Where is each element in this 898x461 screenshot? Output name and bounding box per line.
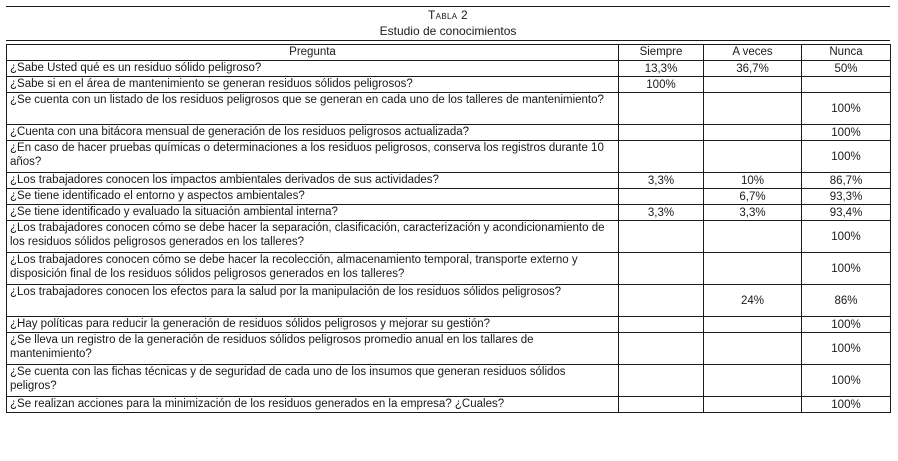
table-row xyxy=(7,285,891,317)
siempre-cell xyxy=(619,253,704,285)
question-cell: ¿Cuenta con una bitácora mensual de generación de los residuos peligrosos actualizada? xyxy=(7,125,619,141)
a-veces-cell: 3,3% xyxy=(704,205,802,221)
nunca-cell: 100% xyxy=(802,93,891,125)
siempre-cell xyxy=(619,397,704,413)
table-row xyxy=(7,93,891,125)
question-cell: ¿Se cuenta con las fichas técnicas y de seguridad de cada uno de los insumos que generan residuos sólidos peligros? xyxy=(7,365,619,397)
nunca-cell: 100% xyxy=(802,365,891,397)
nunca-cell: 100% xyxy=(802,397,891,413)
siempre-cell: 100% xyxy=(619,77,704,93)
question-cell: ¿Se realizan acciones para la minimización de los residuos generados en la empresa? ¿Cuales? xyxy=(7,397,619,413)
question-cell: ¿Los trabajadores conocen los efectos para la salud por la manipulación de los residuos sólidos peligrosos? xyxy=(7,285,619,317)
nunca-cell: 100% xyxy=(802,253,891,285)
table-row xyxy=(7,317,891,333)
a-veces-cell xyxy=(704,397,802,413)
header-a-veces: A veces xyxy=(704,45,802,61)
header-nunca: Nunca xyxy=(802,45,891,61)
nunca-cell xyxy=(802,77,891,93)
question-cell: ¿En caso de hacer pruebas químicas o determinaciones a los residuos peligrosos, conserva los registros durante 10 años? xyxy=(7,141,619,173)
question-cell: ¿Sabe si en el área de mantenimiento se generan residuos sólidos peligrosos? xyxy=(7,77,619,93)
nunca-cell: 100% xyxy=(802,317,891,333)
table-row xyxy=(7,221,891,253)
siempre-cell xyxy=(619,317,704,333)
a-veces-cell xyxy=(704,141,802,173)
table-row xyxy=(7,365,891,397)
table-row xyxy=(7,173,891,189)
siempre-cell xyxy=(619,125,704,141)
a-veces-cell xyxy=(704,93,802,125)
nunca-cell: 100% xyxy=(802,333,891,365)
siempre-cell xyxy=(619,221,704,253)
top-rule xyxy=(6,6,890,7)
question-cell: ¿Hay políticas para reducir la generación de residuos sólidos peligrosos y mejorar su gestión? xyxy=(7,317,619,333)
siempre-cell xyxy=(619,333,704,365)
table-label: Tabla 2 xyxy=(428,8,468,22)
table-row xyxy=(7,125,891,141)
a-veces-cell xyxy=(704,253,802,285)
a-veces-cell xyxy=(704,125,802,141)
nunca-cell: 100% xyxy=(802,141,891,173)
question-cell: ¿Los trabajadores conocen cómo se debe hacer la recolección, almacenamiento temporal, transporte externo y disposición final de los residuos sólidos peligrosos generados en los talleres? xyxy=(7,253,619,285)
table-row xyxy=(7,77,891,93)
a-veces-cell: 24% xyxy=(704,285,802,317)
a-veces-cell: 6,7% xyxy=(704,189,802,205)
question-cell: ¿Se cuenta con un listado de los residuos peligrosos que se generan en cada uno de los talleres de mantenimiento? xyxy=(7,93,619,125)
table-row xyxy=(7,253,891,285)
knowledge-study-table xyxy=(6,44,891,413)
nunca-cell: 86% xyxy=(802,285,891,317)
header-pregunta: Pregunta xyxy=(7,45,619,61)
question-cell: ¿Se tiene identificado el entorno y aspectos ambientales? xyxy=(7,189,619,205)
nunca-cell: 100% xyxy=(802,221,891,253)
siempre-cell xyxy=(619,93,704,125)
siempre-cell xyxy=(619,189,704,205)
siempre-cell: 13,3% xyxy=(619,61,704,77)
siempre-cell xyxy=(619,365,704,397)
nunca-cell: 100% xyxy=(802,125,891,141)
question-cell: ¿Los trabajadores conocen cómo se debe hacer la separación, clasificación, caracterización y acondicionamiento de los residuos sólidos peligrosos generados en los talleres? xyxy=(7,221,619,253)
table-row xyxy=(7,189,891,205)
question-cell: ¿Se lleva un registro de la generación de residuos sólidos peligrosos promedio anual en los tallares de mantenimiento? xyxy=(7,333,619,365)
a-veces-cell xyxy=(704,77,802,93)
siempre-cell xyxy=(619,285,704,317)
a-veces-cell: 10% xyxy=(704,173,802,189)
a-veces-cell xyxy=(704,221,802,253)
a-veces-cell xyxy=(704,317,802,333)
table-row xyxy=(7,141,891,173)
table-row xyxy=(7,397,891,413)
siempre-cell: 3,3% xyxy=(619,205,704,221)
nunca-cell: 86,7% xyxy=(802,173,891,189)
header-row xyxy=(7,45,891,61)
a-veces-cell xyxy=(704,365,802,397)
caption-rule xyxy=(6,40,890,41)
table-row xyxy=(7,205,891,221)
table-row xyxy=(7,61,891,77)
question-cell: ¿Sabe Usted qué es un residuo sólido peligroso? xyxy=(7,61,619,77)
siempre-cell: 3,3% xyxy=(619,173,704,189)
nunca-cell: 93,4% xyxy=(802,205,891,221)
question-cell: ¿Los trabajadores conocen los impactos ambientales derivados de sus actividades? xyxy=(7,173,619,189)
a-veces-cell: 36,7% xyxy=(704,61,802,77)
table-title: Estudio de conocimientos xyxy=(379,24,517,38)
siempre-cell xyxy=(619,141,704,173)
question-cell: ¿Se tiene identificado y evaluado la situación ambiental interna? xyxy=(7,205,619,221)
nunca-cell: 93,3% xyxy=(802,189,891,205)
nunca-cell: 50% xyxy=(802,61,891,77)
header-siempre: Siempre xyxy=(619,45,704,61)
table-row xyxy=(7,333,891,365)
a-veces-cell xyxy=(704,333,802,365)
